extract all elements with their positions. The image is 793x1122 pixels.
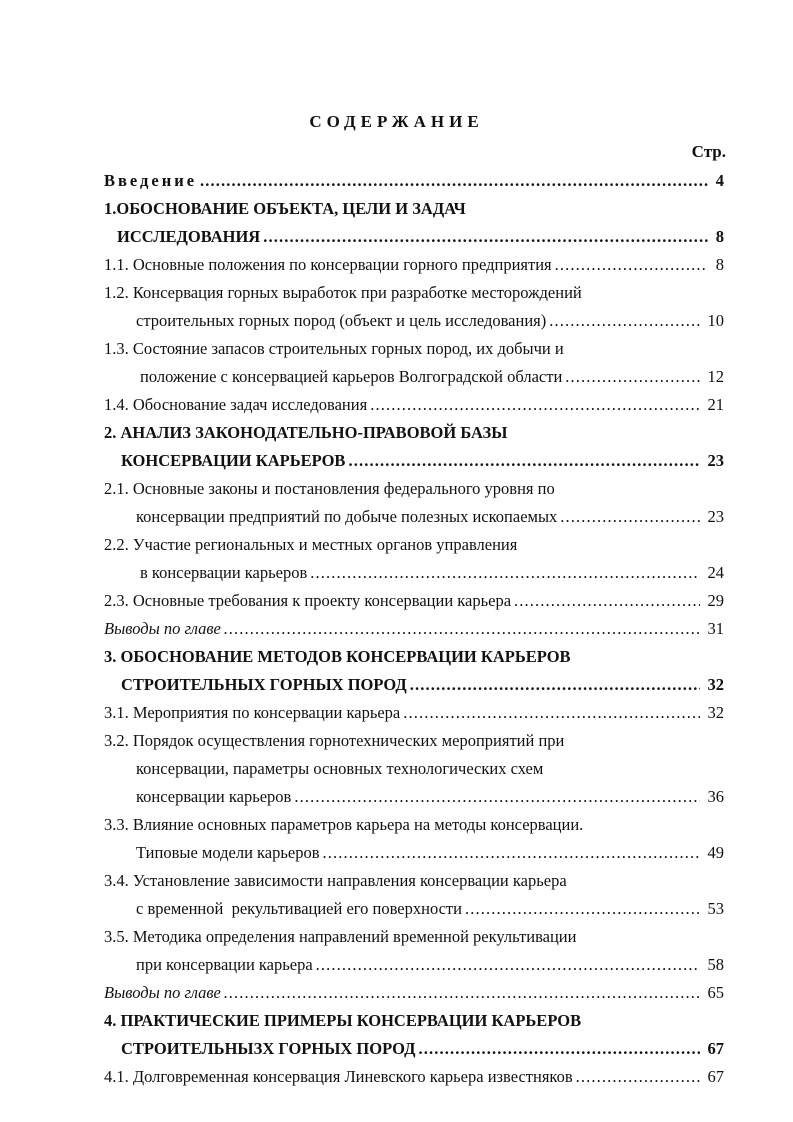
- toc-entry-page: 65: [707, 983, 724, 1002]
- toc-entry-text: 1.4. Обоснование задач исследования: [104, 395, 368, 414]
- toc-entry-text: строительных горных пород (объект и цель исследования): [136, 311, 547, 330]
- toc-entry-text: 1.2. Консервация горных выработок при разработке месторождений: [104, 283, 582, 302]
- toc-entry-3-2-line2: [136, 757, 543, 781]
- leader-dots: [514, 589, 699, 613]
- toc-chapter-1-line1: [104, 197, 466, 221]
- toc-entry-text: консервации, параметры основных технологических схем: [136, 759, 544, 778]
- leader-dots: [323, 841, 700, 865]
- toc-entry-3-4-line2: [136, 897, 724, 921]
- page-column-header: Стр.: [691, 142, 726, 161]
- leader-dots: [200, 169, 708, 193]
- toc-entry-page: 12: [707, 367, 724, 386]
- toc-entry-text: СТРОИТЕЛЬНЫЗХ ГОРНЫХ ПОРОД: [121, 1039, 416, 1058]
- toc-entry-text: Введение: [104, 171, 198, 190]
- leader-dots: [348, 449, 699, 473]
- toc-entry-text: 1.1. Основные положения по консервации горного предприятия: [104, 255, 552, 274]
- toc-entry-text: консервации предприятий по добыче полезных ископаемых: [136, 507, 558, 526]
- toc-entry-text: 4.1. Долговременная консервация Линевского карьера известняков: [104, 1067, 573, 1086]
- leader-dots: [310, 561, 699, 585]
- toc-chapter-4-line2: [121, 1037, 724, 1061]
- toc-entry-page: 8: [715, 255, 724, 274]
- toc-entry-text: 1.ОБОСНОВАНИЕ ОБЪЕКТА, ЦЕЛИ И ЗАДАЧ: [104, 199, 466, 218]
- toc-title: СОДЕРЖАНИЕ: [309, 112, 484, 131]
- toc-entry-conclusions-3: [104, 981, 724, 1005]
- toc-entry-2-1-line2: [136, 505, 724, 529]
- toc-entry-page: 4: [715, 171, 724, 190]
- toc-entry-1-2-line2: [136, 309, 724, 333]
- toc-entry-3-3-line2: [136, 841, 724, 865]
- toc-entry-page: 32: [707, 675, 724, 694]
- toc-chapter-4-line1: [104, 1009, 581, 1033]
- toc-entry-intro: [104, 169, 724, 193]
- toc-entry-1-1: [104, 253, 724, 277]
- leader-dots: [370, 393, 699, 417]
- toc-entry-text: 3.2. Порядок осуществления горнотехнических мероприятий при: [104, 731, 565, 750]
- toc-entry-text: 2.2. Участие региональных и местных органов управления: [104, 535, 518, 554]
- toc-entry-page: 21: [707, 395, 724, 414]
- toc-entry-page: 31: [707, 619, 724, 638]
- toc-entry-text: 3.5. Методика определения направлений временной рекультивации: [104, 927, 577, 946]
- toc-entry-text: 2.1. Основные законы и постановления федерального уровня по: [104, 479, 555, 498]
- toc-entry-text: консервации карьеров: [136, 787, 292, 806]
- toc-entry-text: Выводы по главе: [104, 619, 221, 638]
- toc-entry-page: 10: [707, 311, 724, 330]
- toc-entry-text: 3.4. Установление зависимости направления консервации карьера: [104, 871, 567, 890]
- toc-chapter-3-line2: [121, 673, 724, 697]
- toc-entry-page: 23: [707, 451, 724, 470]
- toc-entry-text: при консервации карьера: [136, 955, 313, 974]
- toc-entry-2-1-line1: [104, 477, 555, 501]
- toc-entry-page: 53: [707, 899, 724, 918]
- toc-entry-3-4-line1: [104, 869, 567, 893]
- toc-entry-2-2-line1: [104, 533, 517, 557]
- toc-entry-1-3-line1: [104, 337, 564, 361]
- leader-dots: [410, 673, 700, 697]
- toc-entry-3-5-line2: [136, 953, 724, 977]
- toc-chapter-3-line1: [104, 645, 571, 669]
- toc-entry-1-3-line2: [140, 365, 724, 389]
- toc-entry-text: 3. ОБОСНОВАНИЕ МЕТОДОВ КОНСЕРВАЦИИ КАРЬЕРОВ: [104, 647, 571, 666]
- toc-entry-page: 23: [707, 507, 724, 526]
- toc-entry-text: 3.3. Влияние основных параметров карьера на методы консервации.: [104, 815, 584, 834]
- toc-entry-3-1: [104, 701, 724, 725]
- toc-entry-page: 36: [707, 787, 724, 806]
- leader-dots: [403, 701, 699, 725]
- toc-entry-3-3-line1: [104, 813, 583, 837]
- toc-entry-text: СТРОИТЕЛЬНЫХ ГОРНЫХ ПОРОД: [121, 675, 407, 694]
- leader-dots: [418, 1037, 699, 1061]
- toc-entry-text: ИССЛЕДОВАНИЯ: [117, 227, 261, 246]
- toc-entry-text: КОНСЕРВАЦИИ КАРЬЕРОВ: [121, 451, 346, 470]
- leader-dots: [294, 785, 699, 809]
- toc-entry-3-2-line3: [136, 785, 724, 809]
- toc-entry-3-2-line1: [104, 729, 564, 753]
- toc-chapter-2-line2: [121, 449, 724, 473]
- leader-dots: [465, 897, 700, 921]
- toc-entry-text: 3.1. Мероприятия по консервации карьера: [104, 703, 401, 722]
- toc-entry-text: в консервации карьеров: [140, 563, 308, 582]
- toc-entry-text: 2. АНАЛИЗ ЗАКОНОДАТЕЛЬНО-ПРАВОВОЙ БАЗЫ: [104, 423, 508, 442]
- toc-entry-1-4: [104, 393, 724, 417]
- toc-entry-2-3: [104, 589, 724, 613]
- toc-entry-page: 8: [715, 227, 724, 246]
- toc-entry-text: Типовые модели карьеров: [136, 843, 320, 862]
- toc-entry-page: 67: [707, 1039, 724, 1058]
- toc-entry-page: 67: [707, 1067, 724, 1086]
- leader-dots: [224, 617, 700, 641]
- leader-dots: [549, 309, 699, 333]
- leader-dots: [555, 253, 708, 277]
- toc-entry-4-1: [104, 1065, 724, 1089]
- leader-dots: [263, 225, 708, 249]
- toc-entry-text: 4. ПРАКТИЧЕСКИЕ ПРИМЕРЫ КОНСЕРВАЦИИ КАРЬЕРОВ: [104, 1011, 582, 1030]
- leader-dots: [565, 365, 699, 389]
- toc-entry-text: 2.3. Основные требования к проекту консервации карьера: [104, 591, 512, 610]
- toc-entry-text: с временной рекультивацией его поверхности: [136, 899, 462, 918]
- toc-entry-text: Выводы по главе: [104, 983, 221, 1002]
- toc-entry-page: 49: [707, 843, 724, 862]
- leader-dots: [576, 1065, 700, 1089]
- toc-entry-text: положение с консервацией карьеров Волгоградской области: [140, 367, 563, 386]
- toc-entry-page: 32: [707, 703, 724, 722]
- leader-dots: [224, 981, 700, 1005]
- leader-dots: [560, 505, 699, 529]
- toc-chapter-2-line1: [104, 421, 507, 445]
- toc-entry-2-2-line2: [140, 561, 724, 585]
- toc-entry-page: 29: [707, 591, 724, 610]
- toc-entry-1-2-line1: [104, 281, 582, 305]
- toc-chapter-1-line2: [117, 225, 724, 249]
- toc-entry-page: 24: [707, 563, 724, 582]
- leader-dots: [316, 953, 700, 977]
- toc-entry-text: 1.3. Состояние запасов строительных горных пород, их добычи и: [104, 339, 564, 358]
- toc-entry-conclusions-2: [104, 617, 724, 641]
- toc-entry-3-5-line1: [104, 925, 576, 949]
- toc-entry-page: 58: [707, 955, 724, 974]
